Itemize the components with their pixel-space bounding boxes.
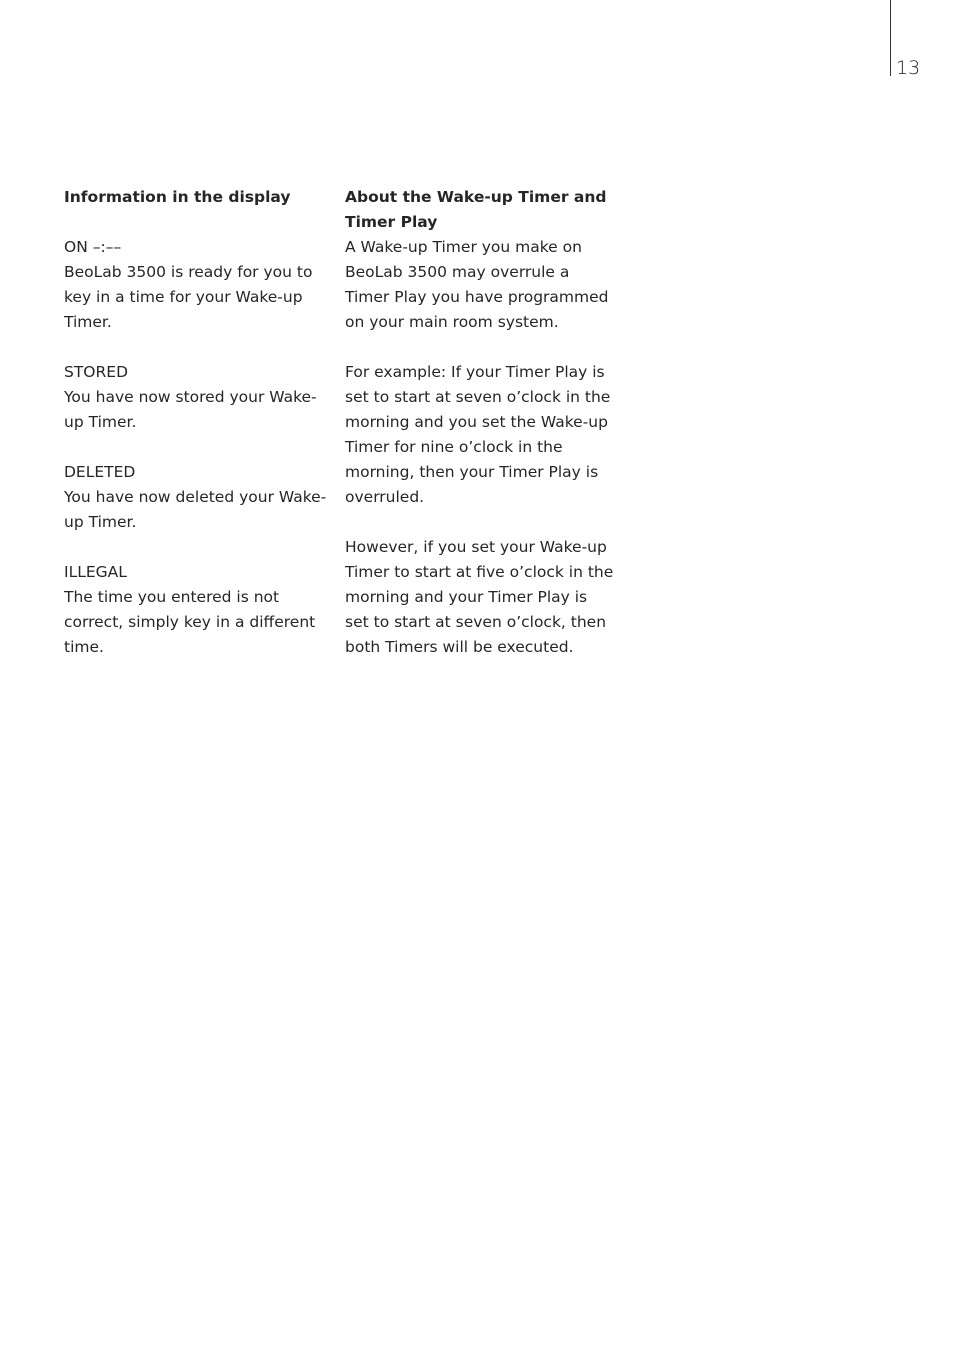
display-term: ON –:––	[64, 238, 122, 256]
display-info-heading: Information in the display	[64, 188, 291, 206]
timer-example-paragraph	[345, 360, 615, 510]
display-description: You have now deleted your Wake-up Timer.	[64, 488, 327, 531]
display-entry-illegal	[64, 560, 332, 660]
timer-intro-text: A Wake-up Timer you make on BeoLab 3500 may overrule a Timer Play you have programmed on your main room system.	[345, 238, 609, 331]
example-label: For example:	[345, 363, 447, 381]
display-entry-stored	[64, 360, 332, 435]
display-info-heading-block	[64, 185, 332, 210]
timer-example-block	[345, 360, 615, 510]
display-entry-on	[64, 235, 332, 335]
display-info-column	[64, 185, 332, 685]
page-number: 13	[896, 57, 921, 79]
display-term: STORED	[64, 363, 129, 381]
display-description: BeoLab 3500 is ready for you to key in a time for your Wake-up Timer.	[64, 263, 313, 331]
page-margin-rule	[890, 0, 891, 76]
timer-intro-block	[345, 235, 615, 335]
display-entry-deleted	[64, 460, 332, 535]
timer-however-text: However, if you set your Wake-up Timer to start at five o’clock in the morning and your Timer Play is set to start at seven o’clock, then both Timers will be executed.	[345, 538, 614, 656]
timer-however-block	[345, 535, 615, 660]
display-description: You have now stored your Wake-up Timer.	[64, 388, 317, 431]
timer-info-heading: About the Wake-up Timer and Timer Play	[345, 188, 607, 231]
display-term: ILLEGAL	[64, 563, 127, 581]
example-text: If your Timer Play is set to start at seven o’clock in the morning and you set the Wake-up Timer for nine o’clock in the morning, then your Timer Play is overruled.	[345, 363, 611, 506]
display-description: The time you entered is not correct, simply key in a different time.	[64, 588, 316, 656]
display-term: DELETED	[64, 463, 136, 481]
timer-info-column	[345, 185, 615, 685]
